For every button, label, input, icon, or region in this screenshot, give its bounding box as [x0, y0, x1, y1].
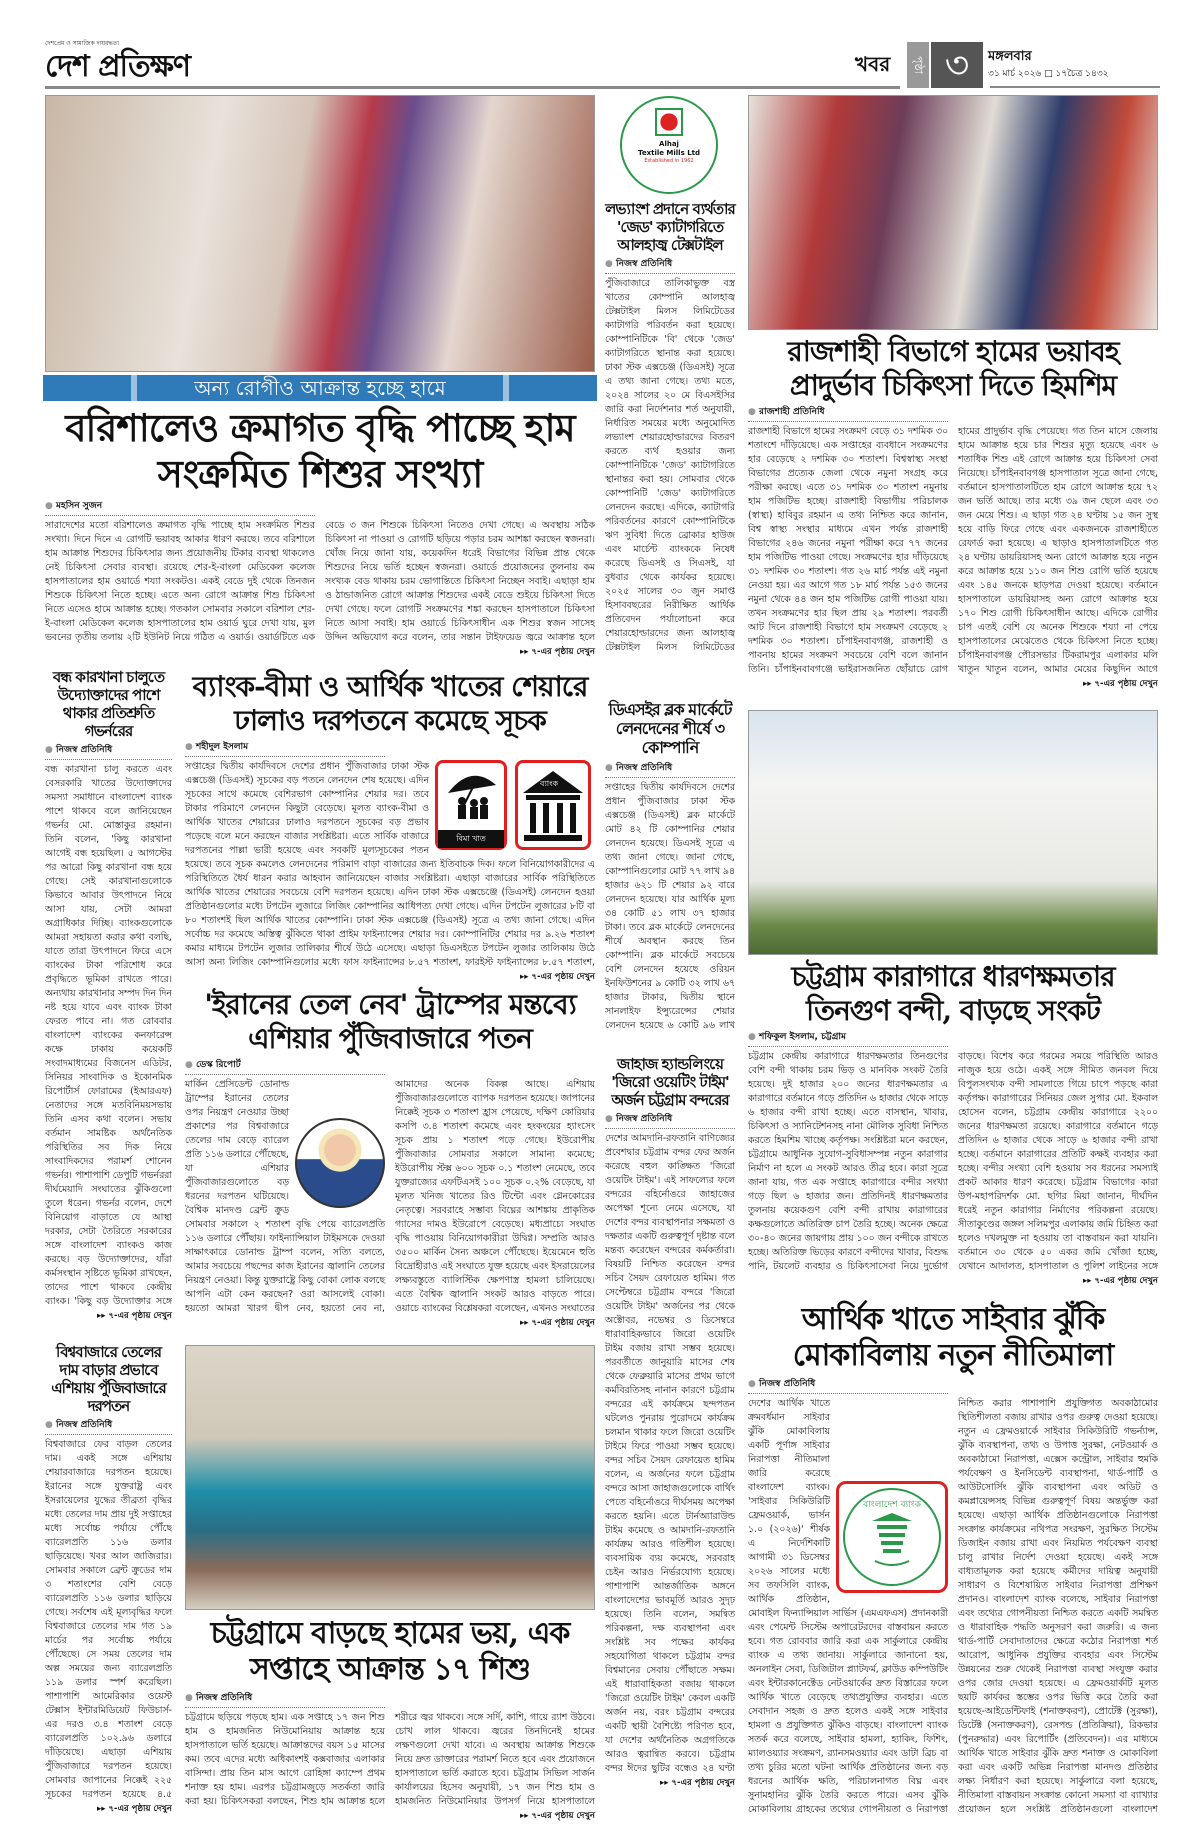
trump-body-wrap: [185, 1078, 595, 1316]
port-continued-link[interactable]: ▸▸ ৭-এর পৃষ্ঠায় দেখুন: [605, 1776, 735, 1790]
jail-headline[interactable]: চট্টগ্রাম কারাগারে ধারণক্ষমতার তিনগুণ বন্দী, বাড়ছে সংকট: [791, 960, 1115, 1027]
bank-shares-headline[interactable]: ব্যাংক-বীমা ও আর্থিক খাতের শেয়ারে ঢালাও দরপতনে কমেছে সূচক: [192, 670, 588, 737]
insurance-icon-label: বিমা খাত: [438, 830, 504, 848]
rajshahi-headline[interactable]: রাজশাহী বিভাগে হামের ভয়াবহ প্রাদুর্ভাব চিকিৎসা দিতে হিমশিম: [787, 335, 1119, 402]
alhaj-emblem-icon: [655, 108, 683, 136]
cyber-body: দেশের আর্থিক খাতে ক্রমবর্ধমান সাইবার ঝুঁকি মোকাবিলায় একটি পূর্ণাঙ্গ সাইবার নিরাপত্তা নীতিমালা জারি করেছে বাংলাদেশ ব্যাংক। 'সাইবার সিকিউরিটি ফ্রেমওয়ার্ক, ভার্সন ১.০ (২০২৬)' শীর্ষক এ নির্দেশিকাটি আগামী ৩১ ডিসেম্বর ২০২৬ সালের মধ্যে সব তফসিলি ব্যাংক, আর্থিক প্রতিষ্ঠান, মোবাইল ফিন্যান্সিয়াল সার্ভিস (এমএফএস) প্রদানকারী এবং পেমেন্ট সিস্টেম অপারেটরদের বাস্তবায়ন করতে হবে। গত রোববার জারি করা এক সার্কুলারে কেন্দ্রীয় ব্যাংক এ তথ্য জানায়। সার্কুলারে জানানো হয়, অনলাইন সেবা, ডিজিটাল প্ল্যাটফর্ম, ক্লাউড কম্পিউটিং এবং ইন্টারকানেক্টেড নেটওয়ার্কের দ্রুত বিস্তারের ফলে আর্থিক খাতে বেড়েছে তথ্যপ্রযুক্তির ব্যবহার। এতে সেবাদান সহজ ও দ্রুত হলেও একই সঙ্গে সাইবার হামলা ও প্রযুক্তিগত ঝুঁকিও বাড়ছে। বাংলাদেশ ব্যাংক সতর্ক করে বলেছে, সাইবার হামলা, হ্যাকিং, ফিশিং, ম্যালওয়্যার সংক্রমণ, র‍্যানসমওয়্যার এবং ডাটা ব্রিচ বা তথ্য চুরির মতো ঘটনা আর্থিক প্রতিষ্ঠানের জন্য বড় ধরনের আর্থিক ক্ষতি, পরিচালনাগত বিঘ্ন এবং সুনামহানির ঝুঁকি তৈরি করতে পারে। এসব ঝুঁকি মোকাবিলায় গ্রাহকের তথ্যের গোপনীয়তা ও নিরাপত্তা নিশ্চিত করার পাশাপাশি প্রযুক্তিগত অবকাঠামোর স্থিতিশীলতা বজায় রাখার ওপর গুরুত্ব দেওয়া হয়েছে। নতুন এ ফ্রেমওয়ার্কে সাইবার সিকিউরিটি গভর্ন্যান্স, ঝুঁকি ব্যবস্থাপনা, তথ্য ও উপাত্ত সুরক্ষা, নেটওয়ার্ক ও অবকাঠামো নিরাপত্তা, এক্সেস কন্ট্রোল, সাইবার হুমকি পর্যবেক্ষণ ও ইনসিডেন্ট ব্যবস্থাপনা, থার্ড-পার্টি ও আউটসোর্সিং ঝুঁকি ব্যবস্থাপনা এবং অডিট ও কমপ্লায়েন্সসহ বিভিন্ন গুরুত্বপূর্ণ বিষয় অন্তর্ভুক্ত করা হয়েছে। এছাড়া আর্থিক প্রতিষ্ঠানগুলোকে নিরাপত্তা সংক্রান্ত কার্যক্রমের নথিপত্র সংরক্ষণ, সুরক্ষিত সিস্টেম ডিজাইন বজায় রাখা এবং নিয়মিত পর্যবেক্ষণ ব্যবস্থা চালু রাখার নির্দেশ দেওয়া হয়েছে। একই সঙ্গে বাধ্যতামূলক করা হয়েছে কর্মীদের দায়িত্ব অনুযায়ী সাধারণ ও বিশেষায়িত সাইবার নিরাপত্তা প্রশিক্ষণ প্রদানও। বাংলাদেশ ব্যাংক বলেছে, সাইবার নিরাপত্তা এবং তথ্যের গোপনীয়তা নিশ্চিত করতে একটি সমন্বিত ও ধারাবাহিক পদ্ধতি অনুসরণ করা জরুরি। এ জন্য থার্ড-পার্টি সেবাদাতাদের ক্ষেত্রে কঠোর নিরাপত্তা শর্ত আরোপ, আধুনিক প্রযুক্তির ব্যবহার এবং সিস্টেম উন্নয়নের শুরু থেকেই নিরাপত্তা ব্যবস্থা সংযুক্ত করার ওপর জোর দেওয়া হয়েছে। এ ফ্রেমওয়ার্কটি মূলত ছয়টি কার্যকর স্তম্ভের ওপর ভিত্তি করে তৈরি করা হয়েছে-আইডেন্টিফাই (শনাক্তকরণ), প্রোটেক্ট (সুরক্ষা), ডিটেক্ট (সনাক্তকরণ), রেসপন্ড (প্রতিক্রিয়া), রিকভার (পুনরুদ্ধার) এবং রিপোর্টিং (প্রতিবেদন)। এর মাধ্যমে আর্থিক খাতে সাইবার ঝুঁকি দ্রুত শনাক্ত ও মোকাবিলা করা এবং একটি অভিন্ন নিরাপত্তা মানদণ্ড প্রতিষ্ঠার লক্ষ্য নির্ধারণ করা হয়েছে। সার্কুলারে বলা হয়েছে, নীতিমালা বাস্তবায়ন সংক্রান্ত কোনো সমস্যা বা ব্যাখ্যার প্রয়োজন হলে সংশ্লিষ্ট প্রতিষ্ঠানগুলো বাংলাদেশ: [748, 1398, 1158, 1815]
jail-byline: ● শফিকুল ইসলাম, চট্টগ্রাম: [748, 1031, 948, 1047]
section-label: খবর: [855, 52, 891, 76]
bank-shares-body: সপ্তাহের দ্বিতীয় কার্যদিবসে দেশের প্রধান পুঁজিবাজার ঢাকা স্টক এক্সচেঞ্জ (ডিএসই) সূচকের বড় পতনে লেনদেন শেষ হয়েছে। এদিন সূচকের সাথে কমেছে বেশিরভাগ কোম্পানির শেয়ার দর। তবে টাকার পরিমাণে লেনদেন কিছুটা বেড়েছে। মূলত ব্যাংক-বীমা ও আর্থিক খাতের শেয়ারের ঢালাও দরপতনে সূচকের বড় প্রভাব পড়েছে বলে মনে করছেন বাজার সংশ্লিষ্টরা। এতে সার্বিক বাজারে দরপতনের পাল্লা ভারী হয়েছে এবং সবকটি মূল্যসূচকের পতন হয়েছে। তবে সূচক কমলেও লেনদেনের পরিমাণ বাড়া বাজারের জন্য ইতিবাচক দিক। ফলে বিনিয়োগকারীদের এ পরিস্থিতিতে ধৈর্য ধারন করার আহবান জানিয়েছেন বাজার সংশ্লিষ্টরা। এছাড়া বাজারের সার্বিক পরিস্থিতিতে আর্থিক খাতের শেয়ারের সবচেয়ে বেশি দরপতন হয়েছে। এদিন ঢাকা স্টক এক্সচেঞ্জে (ডিএসই) লেনদেন হওয়া প্রতিষ্ঠানগুলোর মধ্যে টপটেন লুজারে লিজিং কোম্পানির আধিপত্য দেখা গেছে। এদিন টপটেন লুজারের ৮টি বা ৮০ শতাংশই ছিল আর্থিক খাতের কোম্পানি। ঢাকা স্টক এক্সচেঞ্জ (ডিএসই) সূত্রে এ তথ্য জানা গেছে। এদিন সর্বোচ্চ দর কমেছে অস্তিত্ব ঝুঁকিতে থাকা প্রাইম ফাইন্যান্সের শেয়ার দর। কোম্পানিটির শেয়ার দর ৯.২৬ শতাংশ কমার মাধ্যমে টপটেন লুজার তালিকার শীর্ষে উঠে এসেছে। এছাড়া ডিএসইতে টপটেন লুজার তালিকায় উঠে আসা অন্য লিজিং কোম্পানিগুলোর মধ্যে ফাস ফাইন্যান্সের ৮.৫৭ শতাংশ, ফারইস্ট ফাইন্যান্সের ৮.৫৭ শতাংশ,: [185, 761, 595, 969]
ctg-measles-body: চট্টগ্রামে ছড়িয়ে পড়ছে হাম। এক সপ্তাহে ১৭ জন শিশু হাম ও হামজনিত নিউমোনিয়ায় আক্রান্ত হয়ে হাসপাতালে ভর্তি হয়েছে। আক্রান্তদের বয়স ১৫ মাসের কম। তবে এদের মধ্যে অধিকাংশই কক্সবাজার এলাকার বাসিন্দা। প্রায় তিন মাস আগে রোহিঙ্গা ক্যাম্পে প্রথম শনাক্ত হয় হাম। এরপর চট্টগ্রামজুড়ে সতর্কতা জারি করা হয়। চিকিৎসকরা বলছেন, শিশু হাম আক্রান্ত হলে শরীরে জ্বর থাকবে। সঙ্গে সর্দি, কাশি, গায়ে র‍্যাশ উঠবে। চোখ লাল থাকবে। জ্বরের তিনদিনেই হামের লক্ষণগুলো দেখা যাবে। এ অবস্থায় আক্রান্ত শিশুকে নিয়ে দ্রুত ডাক্তারের পরামর্শ নিতে হবে এবং প্রয়োজনে হাসপাতালে ভর্তি করাতে হবে। চট্টগ্রাম সিভিল সার্জন কার্যালয়ের হিসেব অনুযায়ী, ১৭ জন শিশু হাম ও হামজনিত নিউমোনিয়ার উপসর্গ নিয়ে হাসপাতালে: [185, 1712, 595, 1807]
dse-block-byline: ● নিজস্ব প্রতিনিধি: [605, 762, 735, 778]
newspaper-logo[interactable]: দেশ প্রতিক্ষণ: [45, 49, 191, 84]
logo-line: Textile Mills Ltd: [637, 149, 701, 157]
trump-body: মার্কিন প্রেসিডেন্ট ডোনাল্ড ট্রাম্পের ইরানের তেলের ওপর নিয়ন্ত্রণ নেওয়ার উচ্ছা প্রকাশের পর বিশ্ববাজারে তেলের দাম বেড়ে ব্যারেল প্রতি ১১৬ ডলারে পৌঁছেছে, যা এশিয়ার পুঁজিবাজারগুলোতে বড় ধরনের দরপতন ঘটিয়েছে। বৈশ্বিক মানদণ্ড ব্রেন্ট ক্রুড সোমবার সকালে ২ শতাংশ বৃদ্ধি পেয়ে ব্যারেলপ্রতি ১১৬ ডলারে পৌঁছায়। ফাইন্যান্সিয়াল টাইমসকে দেওয়া সাক্ষাৎকারে ডোনাল্ড ট্রাম্প বলেন, সত্যি বলতে, আমার সবচেয়ে পছন্দের কাজ ইরানের জ্বালানি তেলের নিয়ন্ত্রণ নেওয়া। কিন্তু যুক্তরাষ্ট্রে কিছু বোকা লোক বলছে আপনি এটা কেন করছেন? ওরা আসলেই বোকা। হয়তো আমরা খারগ দ্বীপ নেব, হয়তো নেব না, আমাদের অনেক বিকল্প আছে। এশিয়ায় পুঁজিবাজারগুলোতে ব্যাপক দরপতন হয়েছে। জাপানের নিক্কেই সূচক ৩ শতাংশ হ্রাস পেয়েছে, দক্ষিণ কোরিয়ার কসপি ৩.৪ শতাংশ কমেছে এবং হংকংয়ের হ্যাংসেং সূচক প্রায় ১ শতাংশ পড়ে গেছে। ইউরোপীয় পুঁজিবাজার সোমবার সকালে সামান্য কমেছে; ইউরোপীয় স্টক্স ৬০০ সূচক ০.১ শতাংশ নেমেছে, তবে যুক্তরাজ্যের এফটিএসই ১০০ সূচক ০.২% বেড়েছে, যা মূলত খনিজ খাতের রিও টিন্টো এবং গ্লেনকোরের নেতৃত্বে। সরবরাহে সম্ভাব্য বিঘ্নের আশঙ্কায় প্রাকৃতিক গ্যাসের দামও ইউরোপে বেড়েছে। মধ্যপ্রাচ্যে সংঘাত বৃদ্ধি পাওয়ায় বিনিয়োগকারীরা উদ্বিগ্ন। সম্প্রতি আরও ৩৫০০ মার্কিন সৈন্য অঞ্চলে পৌঁছেছে। ইয়েমেনে হুতি বিদ্রোহীরাও এই সংঘাতে যুক্ত হয়েছে এবং ইসরায়েলের লক্ষ্যবস্তুতে ব্যালিস্টিক ক্ষেপণাস্ত্র হামলা চালিয়েছে। এতে বৈশ্বিক জ্বালানি সংকট আরও বাড়তে পারে। ওয়াচে ব্যাংকের বিশ্লেষকরা বলেছেন, এখনও সংঘাতের: [185, 1079, 595, 1315]
lead-kicker-banner: অন্য রোগীও আক্রান্ত হচ্ছে হামে: [43, 375, 597, 401]
chittagong-jail-photo: [748, 710, 1158, 955]
governor-body: বন্ধ কারখানা চালু করতে এবং বেসরকারি খাতের উদ্যোক্তাদের সমস্যা সমাধানে বাংলাদেশ ব্যাংক পাশে থাকবে বলে জানিয়েছেন গভর্নর মো. মোস্তাকুর রহমান। তিনি বলেন, 'কিছু কারখানা আগেই বন্ধ হয়েছিল। ৫ আগস্টের পর আরো কিছু কারখানা বন্ধ হয়ে গেছে। সেই কারখানাগুলোকে কিভাবে আবার উৎপাদনে নিয়ে আসা যায়, সেটা আমরা অগ্রাধিকার দিচ্ছি। ব্যাংকগুলোকে আমরা সহায়তা করার কথা বলছি, যাতে তারা উৎপাদনে ফিরে এসে ব্যাংকের টাকা পরিশোধ করে প্রবৃদ্ধিতে ভূমিকা রাখতে পারে। অন্যথায় কারখানার সম্পদ দিন দিন নষ্ট হয়ে যাবে এবং ব্যাংক টাকা ফেরত পাবে না। গত রোববার বাংলাদেশ ব্যাংকের কনফারেন্স কক্ষে ঢাকায় কয়েকটি সংবাদমাধ্যমের বিজনেস এডিটর, সিনিয়র সাংবাদিক ও ইকোনমিক রিপোর্টার্স ফোরামের (ইআরএফ) নেতাদের সঙ্গে মতবিনিময়সভায় তিনি এসব কথা বলেন। সভায় বর্তমান সামষ্টিক অর্থনৈতিক পরিস্থিতির সব দিক নিয়ে সাংবাদিকদের পরামর্শ শোনেন গভর্নর। পাশাপাশি ডেপুটি গভর্নররা দীর্ঘমেয়াদি সংঘাতের ঝুঁকিগুলো তুলে ধরেন। গভর্নর বলেন, দেশে বিনিয়োগ বাড়াতে যে আস্থা দরকার, সেটা তৈরিতে সরকারের সঙ্গে বাংলাদেশ ব্যাংকও কাজ করছে। বড় উদ্যোক্তাদের, যাঁরা কর্মসংস্থান সৃষ্টিতে ভূমিকা রাখছেন, তাদের পাশে থাকবে কেন্দ্রীয় ব্যাংক। 'কিছু বড় উদ্যোক্তার সঙ্গে: [45, 764, 172, 1307]
alhaj-body: পুঁজিবাজারে তালিকাভুক্ত বস্ত্র খাতের কোম্পানি আলহাজ্ব টেক্সটাইল মিলস লিমিটেডের ক্যাটাগরি পরিবর্তন করা হয়েছে। কোম্পানিটিকে 'বি' থেকে 'জেড' ক্যাটাগরিতে স্থানান্ত করা হয়েছে। ঢাকা স্টক এক্সচেঞ্জ (ডিএসই) সূত্রে এ তথ্য জানা গেছে। তথ্য মতে, ২০২৪ সালের ২০ মে বিএসইসির জারি করা নির্দেশনার শর্ত অনুযায়ী, নির্ধারিত সময়ের মধ্যে অনুমোদিত লভ্যাংশ শেয়ারহোল্ডারদের বিতরণ করতে ব্যর্থ হওয়ার জন্য কোম্পানিটিকে 'জেড' ক্যাটাগরিতে স্থানান্তর করা হয়। সোমবার থেকে কোম্পানিটি 'জেড' ক্যাটাগরিতে লেনদেন করছে। এদিকে, ক্যাটাগরি পরিবর্তনের কারণে কোম্পানিটিকে ঋণ সুবিধা দিতে ব্রোকার হাউজ এবং মার্চেন্ট ব্যাংককে নিষেধ করেছে ডিএসই ও সিএসই, যা বুধবার থেকে কার্যকর হয়েছে। ২০২৫ সালের ৩০ জুন সমাপ্ত হিসাববছরের নিরীক্ষিত আর্থিক প্রতিবেদন পর্যালোচনা করে শেয়ারহোল্ডারদের জন্য আলহাজ্ব টেক্সটাইল মিলস লিমিটেডের: [605, 278, 735, 653]
bank-building-icon: [515, 760, 591, 850]
oil-headline[interactable]: বিশ্ববাজারে তেলের দাম বাড়ার প্রভাবে এশিয়ায় পুঁজিবাজারে দরপতন: [51, 1343, 166, 1415]
dse-block-headline[interactable]: ডিএসইর ব্লক মার্কেটে লেনদেনের শীর্ষে ৩ কোম্পানি: [608, 700, 732, 758]
dse-block-body: সপ্তাহের দ্বিতীয় কার্যদিবসে দেশের প্রধান পুঁজিবাজার ঢাকা স্টক এক্সচেঞ্জ (ডিএসই) ব্লক মার্কেটে মোট ৪২ টি কোম্পানির শেয়ার লেনদেন হয়েছে। ডিএসই সূত্রে এ তথ্য জানা গেছে। জানা গেছে, কোম্পানিগুলোর মোট ৭৭ লাখ ৯৪ হাজার ৬২১ টি শেয়ার ৯২ বারে লেনদেন হয়েছে। যার আর্থিক মূল্য ৩৪ কোটি ৫১ লাখ ৩৭ হাজার টাকা। তবে ব্লক মার্কেটে লেনদেনের শীর্ষে অবস্থান করছে তিন কোম্পানি। ব্লক মার্কেটে সবচেয়ে বেশি লেনদেন হয়েছে ওরিয়ন ইনফিউশনের ৯ কোটি ৩২ লাখ ৬৭ হাজার টাকার, দ্বিতীয় স্থানে সানলাইফ ইন্স্যুরেন্সের শেয়ার লেনদেন হয়েছে ৬ কোটি ৯৬ লাখ: [605, 781, 735, 1031]
sector-icons: [435, 760, 595, 854]
trump-continued-link[interactable]: ▸▸ ৭-এর পৃষ্ঠায় দেখুন: [185, 1316, 595, 1330]
jail-body: চট্টগ্রাম কেন্দ্রীয় কারাগারে ধারণক্ষমতার তিনগুণের বেশি বন্দী থাকায় চরম ভিড় ও মানবিক সংকট তৈরি হয়েছে। দুই হাজার ২০০ জনের ধারণক্ষমতার এ কারাগারে বর্তমানে গড়ে প্রতিদিন ৬ হাজার থেকে সাড়ে ৬ হাজার বন্দী রাখা হচ্ছে। এতে বাসস্থান, খাবার, চিকিৎসা ও স্যানিটেশনসহ নানা মৌলিক সুবিধা নিশ্চিত করতে হিমশিম খাচ্ছে কর্তৃপক্ষ। সংশ্লিষ্টরা মনে করছেন, চট্টগ্রামে আধুনিক সুযোগ-সুবিধাসম্পন্ন নতুন কারাগার নির্মাণ না হলে এ সংকট আরও তীব্র হবে। কারা সূত্রে জানা যায়, গত এক সপ্তাহে কারাগারে বন্দীর সংখ্যা গড়ে ছিল ৬ হাজার জন। প্রতিদিনই ধারণক্ষমতার তুলনায় কয়েকগুণ বেশি বন্দী রাখায় কারাগারের কক্ষগুলোতে অতিরিক্ত চাপ তৈরি হচ্ছে। অনেক ক্ষেত্রে ৩০-৪০ জনের জায়গায় প্রায় ১০০ জন বন্দীকে রাখতে হচ্ছে। অতিরিক্ত ভিড়ের কারণে বন্দীদের খাবার, বিশুদ্ধ পানি, টয়লেট ব্যবহার ও চিকিৎসাসেবা নিয়ে দুর্ভোগ বাড়ছে। বিশেষ করে গরমের সময়ে পরিস্থিতি আরও নাজুক হয়ে ওঠে। একই সঙ্গে সীমিত জনবল দিয়ে বিপুলসংখ্যক বন্দী সামলাতে গিয়ে চাপে পড়ছে কারা কর্তৃপক্ষ। কারাগারের সিনিয়র জেল সুপার মো. ইকবাল হোসেন বলেন, চট্টগ্রাম কেন্দ্রীয় কারাগারে ২২০০ জনের ধারণক্ষমতা রয়েছে। কারাগারে বর্তমানে গড়ে প্রতিদিন ৬ হাজার থেকে সাড়ে ৬ হাজার বন্দী রাখা হচ্ছে। বর্তমানে কারাগারের প্রতিটি কক্ষই ব্যবহার করা হচ্ছে। বন্দীর সংখ্যা বেশি হওয়ায় সব ধরনের সমস্যাই প্রকট আকার ধারণ করেছে। চট্টগ্রাম বিভাগের কারা উপ-মহাপরিদর্শক মো. ছগির মিয়া জানান, দীর্ঘদিন ধরেই নতুন কারাগার নির্মাণের পরিকল্পনা রয়েছে। সীতাকুণ্ডের জঙ্গল সলিমপুর এলাকায় জমি চিহ্নিত করা হলেও দখলমুক্ত না হওয়ায় তা বাস্তবায়ন করা যায়নি। বর্তমানে ৩০ থেকে ৫০ একর জমি খোঁজা হচ্ছে, যেখানে আদালত, হাসপাতাল ও পুলিশ লাইনের সঙ্গে: [748, 1051, 1158, 1273]
governor-article: [45, 668, 172, 1323]
insurance-sector-icon: [435, 760, 507, 850]
bank-shares-article: [185, 670, 595, 984]
jail-continued-link[interactable]: ▸▸ ৭-এর পৃষ্ঠায় দেখুন: [748, 1274, 1158, 1288]
rajshahi-byline: ● রাজশাহী প্রতিনিধি: [748, 406, 948, 422]
ctg-measles-headline[interactable]: চট্টগ্রামে বাড়ছে হামের ভয়, এক সপ্তাহে আক্রান্ত ১৭ শিশু: [210, 1616, 570, 1687]
logo-line: Alhaj: [659, 140, 679, 148]
alhaj-byline: ● নিজস্ব প্রতিনিধি: [605, 258, 735, 274]
rajshahi-body: রাজশাহী বিভাগে হামের সংক্রমণ বেড়ে ৩১ দশমিক ৩০ শতাংশে দাঁড়িয়েছে। এক সপ্তাহের ব্যবধানে সংক্রমণের হার বেড়েছে ২ দশমিক ৩০ শতাংশ। বিশ্বস্বাস্থ্য সংস্থা বিভাগের প্রত্যেক জেলা থেকে নমুনা সংগ্রহ করে পরীক্ষা করছে। এতে ৩১ দশমিক ৩০ শতাংশ নমুনায় হাম পজিটিভ হচ্ছে। রাজশাহী বিভাগীয় পরিচালক (স্বাস্থ্য) হাবিবুর রহমান এ তথ্য নিশ্চিত করে জানান, বিশ্ব স্বাস্থ্য সংস্থার মাধ্যমে এখন পর্যন্ত রাজশাহী বিভাগের ২৪৬ জনের নমুনা পরীক্ষা করে ৭৭ জনের হাম পজিটিভ পাওয়া গেছে। সংক্রমণের হার দাঁড়িয়েছে ৩১ দশমিক ৩০ শতাংশ। গত ২৬ মার্চ পর্যন্ত এই নমুনা নেওয়া হয়। এর আগে গত ১৮ মার্চ পর্যন্ত ১৫৩ জনের নমুনা থেকে ৪৪ জন হাম পজিটিভ রোগী পাওয়া যায়। তখন সংক্রমণের হার ছিল প্রায় ২৯ শতাংশ। পরবর্তী আট দিনে রাজশাহী বিভাগে হাম সংক্রমণ বেড়েছে ২ দশমিক ৩০ শতাংশ। চাঁপাইনবাবগঞ্জ, রাজশাহী ও পাবনায় হামের সংক্রমণ সবচেয়ে বেশি বলে জানান তিনি। চাঁপাইনবাবগঞ্জে ভাইরাসজনিত ছোঁয়াচে রোগ হামের প্রাদুর্ভাব বৃদ্ধি পেয়েছে। গত তিন মাসে জেলায় হামে আক্রান্ত হয়ে চার শিশুর মৃত্যু হয়েছে এবং ৬ শতাধিক শিশু এই রোগে আক্রান্ত হয়ে চিকিৎসা সেবা নিয়েছে। চাঁপাইনবাবগঞ্জ হাসপাতাল সূত্রে জানা গেছে, বর্তমানে হাসপাতালটিতে হাম রোগে আক্রান্ত হয়ে ৭২ জন ভর্তি আছে। তার মধ্যে ৩৯ জন ছেলে এবং ৩৩ জন মেয়ে শিশু। এ ছাড়া গত ২৪ ঘণ্টায় ১৫ জন সুস্থ হয়ে বাড়ি ফিরে গেছে এবং একজনকে রাজশাহীতে রেফার্ড করা হয়েছে। এ ছাড়াও হাসপাতালটিতে গত ২৪ ঘণ্টায় ডায়রিয়াসহ অন্য রোগে আক্রান্ত হয়ে নতুন করে আক্রান্ত হয়ে ১১০ জন শিশু রোগি ভর্তি হয়েছে এবং ১৪৫ জনকে ছাড়পত্র দেওয়া হয়েছে। বর্তমানে হাসপাতালে ডায়রিয়াসহ অন্য রোগে আক্রান্ত হয়ে ১৭০ শিশু রোগী চিকিৎসাধীন আছে। এদিকে রোগীর চাপ এতই বেশি যে অনেক শিশুকে শয্যা না পেয়ে হাসপাতালের মেঝেতেও থেকে চিকিৎসা নিতে হচ্ছে। চাঁপাইনবাবগঞ্জ পৌরসভার টিকরামপুর এলাকার মলি খাতুন খাতুন বলেন, আমার মেয়ের কিছুদিন আগে: [748, 426, 1158, 676]
trump-headline[interactable]: 'ইরানের তেল নেব' ট্রাম্পের মন্তব্যে এশিয়ার পুঁজিবাজারে পতন: [204, 988, 576, 1055]
logo-text: বাংলাদেশ ব্যাংক: [863, 1500, 921, 1510]
oil-body: বিশ্ববাজারে ফের বাড়ল তেলের দাম। একই সঙ্গে এশিয়ায় শেয়ারবাজারে দরপতন হয়েছে। ইরানের সঙ্গে যুক্তরাষ্ট্র এবং ইসরায়েলের যুদ্ধের তীব্রতা বৃদ্ধির মধ্যে তেলের দাম প্রায় দুই সপ্তাহের মধ্যে সর্বোচ্চ পর্যায়ে পৌঁছে ব্যারেলপ্রতি ১১৬ ডলার ছাড়িয়েছে। খবর আল জাজিরার। সোমবার সকালে ব্রেন্ট ক্রুডের দাম ৩ শতাংশের বেশি বেড়ে ব্যারেলপ্রতি ১১৬ ডলার ছাড়িয়ে গেছে। সর্বশেষ এই মূল্যবৃদ্ধির ফলে বিশ্ববাজারে তেলের দাম গত ১৯ মার্চের পর সর্বোচ্চ পর্যায়ে পৌঁছেছে। সে সময় তেলের দাম অল্প সময়ের জন্য ব্যারেলপ্রতি ১১৯ ডলার স্পর্শ করেছিল। পাশাপাশি আমেরিকার ওয়েস্ট টেক্সাস ইন্টারমিডিয়েট ফিউচার্স-এর দরও ৩.৪ শতাংশ বেড়ে ব্যারেলপ্রতি ১০২.৯৬ ডলারে দাঁড়িয়েছে। এছাড়া এশিয়ায় পুঁজিবাজারে দরপতন হয়েছে। সোমবার জাপানের নিক্কেই ২২৫ সূচকের দরপতন হয়েছে ৪.৫: [45, 1439, 172, 1800]
bank-shares-continued-link[interactable]: ▸▸ ৭-এর পৃষ্ঠায় দেখুন: [185, 970, 595, 984]
bank-icon-label: ব্যাংক: [540, 779, 559, 789]
lead-headline[interactable]: বরিশালেও ক্রমাগত বৃদ্ধি পাচ্ছে হাম সংক্রমিত শিশুর সংখ্যা: [65, 405, 575, 496]
bangladesh-bank-logo: [836, 1481, 948, 1593]
cyber-body-wrap: [748, 1397, 1158, 1817]
ctg-measles-continued-link[interactable]: ▸▸ ৭-এর পৃষ্ঠায় দেখুন: [185, 1809, 595, 1823]
trump-article: [185, 988, 595, 1330]
ctg-measles-article: [185, 1616, 595, 1823]
header-rule-right: [990, 86, 1160, 88]
oil-continued-link[interactable]: ▸▸ ৭-এর পৃষ্ঠায় দেখুন: [45, 1802, 172, 1816]
masthead-tagline: দেশপ্রেম ও সামাজিক দায়বদ্ধতা: [45, 40, 119, 47]
issue-day: মঙ্গলবার: [988, 49, 1032, 64]
ctg-hospital-photo: [185, 1345, 595, 1610]
governor-byline: ● নিজস্ব প্রতিনিধি: [45, 744, 172, 760]
ctg-measles-byline: ● নিজস্ব প্রতিনিধি: [185, 1692, 385, 1708]
port-headline[interactable]: জাহাজ হ্যান্ডলিংয়ে 'জিরো ওয়েটিং টাইম' অর্জন চট্টগ্রাম বন্দরের: [611, 1055, 729, 1109]
issue-date: ৩১ মার্চ ২০২৬ □ ১৭চৈত্র ১৪৩২: [988, 69, 1109, 79]
page-number: ৩: [931, 42, 983, 88]
trump-portrait: [295, 1118, 385, 1208]
logo-line: Established in 1962: [644, 158, 694, 164]
oil-byline: ● নিজস্ব প্রতিনিধি: [45, 1419, 172, 1435]
dse-block-article: [605, 700, 735, 1033]
lead-body: সারাদেশের মতো বরিশালেও ক্রমাগত বৃদ্ধি পাচ্ছে হাম সংক্রমিত শিশুর সংখ্যা। দিনে দিনে এ রোগটি ভয়াবহ আকার ধারণ করছে। তবে বরিশালে হাম আক্রান্ত শিশুদের চিকিৎসার জন্য প্রয়োজনীয় টিকার ব্যবস্থা থাকলেও নেই চিকিৎসা সেবার ব্যবস্থা। রয়েছে শের-ই-বাংলা মেডিকেল কলেজ হাসপাতালের হাম ওয়ার্ডে শয্যা সংকটও। একই বেডে দুই থেকে তিনজন শিশুকে চিকিৎসা নিতে হচ্ছে। এতে অন্য রোগে আক্রান্ত শিশু চিকিৎসা নিতে এসেও হামে আক্রান্ত হচ্ছে। গতকাল সোমবার সকালে বরিশাল শের-ই-বাংলা মেডিকেল কলেজ হাসপাতালের হাম ওয়ার্ড ঘুরে দেখা যায়, মুল ভবনের তৃতীয় তলায় ২টি ইউনিট নিয়ে গঠিত এ ওয়ার্ড। ওয়ার্ডটিতে এক বেডে ৩ জন শিশুকে চিকিৎসা নিতেও দেখা গেছে। এ অবস্থায় সঠিক চিকিৎসা না পাওয়া ও রোগটি ছড়িয়ে পড়ার চরম আশঙ্কা করছেন স্বজনরা। খোঁজ নিয়ে জানা যায়, কয়েকদিন ধরেই বিভাগের বিভিন্ন প্রান্ত থেকে শিশুদের নিয়ে ভর্তি হচ্ছেন স্বজনরা। ওয়ার্ডে প্রয়োজনের তুলনায় কম সংখ্যক বেড থাকায় চরম ভোগান্তিতে চিকিৎসা নিচ্ছেন সবাই। এছাড়া হাম ও ঠান্ডাজনিত রোগে আক্রান্ত শিশুদের একই বেডে শুইয়ে চিকিৎসা দিতে দেখা গেছে। ফলে রোগটি সংক্রমণের শঙ্কা করছেন হাসপাতালে চিকিৎসা নিতে আসা সবাই। হাম ওয়ার্ডে চিকিৎসাধীন এক শিশুর স্বজন সাসেহ উদ্দিন অভিযোগ করে বলেন, তার সন্তান টাইফয়েড জ্বরে আক্রান্ত হলে: [45, 520, 595, 644]
jail-article: [748, 960, 1158, 1288]
port-article: [605, 1055, 735, 1790]
rajshahi-continued-link[interactable]: ▸▸ ৭-এর পৃষ্ঠায় দেখুন: [748, 677, 1158, 691]
bangladesh-bank-seal-icon: [843, 1488, 941, 1586]
bank-shares-byline: ● শহীদুল ইসলাম: [185, 741, 385, 757]
rajshahi-hospital-photo: [748, 95, 1158, 330]
governor-continued-link[interactable]: ▸▸ ৭-এর পৃষ্ঠায় দেখুন: [45, 1309, 172, 1323]
lead-article: [45, 405, 595, 659]
port-byline: ● নিজস্ব প্রতিনিধি: [605, 1113, 735, 1129]
cyber-headline[interactable]: আর্থিক খাতে সাইবার ঝুঁকি মোকাবিলায় নতুন নীতিমালা: [792, 1302, 1114, 1373]
governor-headline[interactable]: বন্ধ কারখানা চালুতে উদ্যোক্তাদের পাশে থাকার প্রতিশ্রুতি গভর্নরের: [52, 668, 165, 740]
alhaj-headline[interactable]: লভ্যাংশ প্রদানে ব্যর্থতার 'জেড' ক্যাটাগরিতে আলহাজ্ব টেক্সটাইল: [605, 200, 735, 254]
alhaj-textile-logo: [620, 96, 718, 194]
lead-continued-link[interactable]: ▸▸ ৭-এর পৃষ্ঠায় দেখুন: [45, 645, 595, 659]
cyber-article: [748, 1302, 1158, 1817]
rajshahi-article: [748, 335, 1158, 691]
port-body: দেশের আমদানি-রফতানি বাণিজ্যের প্রবেশদ্বার চট্টগ্রাম বন্দর ফের অর্জন করেছে বহুল কাঙ্ক্ষিত 'জিরো ওয়েটিং টাইম'। এই সাফল্যের ফলে বন্দরের বহির্নোঙরে জাহাজের অপেক্ষা শূন্যে নেমে এসেছে, যা দেশের বন্দর ব্যবস্থাপনার সক্ষমতা ও দক্ষতার একটি গুরুত্বপূর্ণ দৃষ্টান্ত বলে মন্তব্য করেছেন বন্দরের কর্মকর্তারা। বিষয়টি নিশ্চিত করেছেন বন্দর সচিব সৈয়দ রেফায়েত হামিম। গত সেপ্টেম্বরে চট্টগ্রাম বন্দরে 'জিরো ওয়েটিং টাইম' অর্জনের পর থেকে অক্টোবর, নভেম্বর ও ডিসেম্বরে ধারাবাহিকভাবে জিরো ওয়েটিং টাইম বজায় রাখা সম্ভব হয়েছে। পরবর্তীতে জানুয়ারি মাসের শেষ থেকে ফেব্রুয়ারি মাসের প্রথম ভাগে কর্মবিরতিসহ নানান কারণে চট্টগ্রাম বন্দরের এই কার্যক্রমে ছন্দপতন ঘটলেও পুনরায় পুরোদমে কার্যক্রম চলমান থাকার ফলে জিরো ওয়েটিং টাইমে ফিরে পাওয়া সম্ভব হয়েছে। বন্দর সচিব সৈয়দ রেফায়েত হামিম বলেন, এ অর্জনের ফলে চট্টগ্রাম বন্দরে আসা জাহাজগুলোকে বার্থিং পেতে বহির্নোঙরে দীর্ঘসময় অপেক্ষা করতে হয়নি। এতে টার্নঅ্যারাউন্ড টাইম কমেছে ও আমদানি-রফতানি কার্যক্রম আরও গতিশীল হয়েছে। ব্যবসায়িক ব্যয় কমেছে, সরবরাহ চেইন আরও নির্ভরযোগ্য হয়েছে। পাশাপাশি আন্তর্জাতিক অঙ্গনে বাংলাদেশের ভাবমূর্তি আরও সুদৃঢ় হয়েছে। তিনি বলেন, সমন্বিত পরিকল্পনা, দক্ষ ব্যবস্থাপনা এবং সংশ্লিষ্ট সব পক্ষের কার্যকর সহযোগিতা থাকলে চট্টগ্রাম বন্দর বিশ্বমানের সেবায় পৌঁছাতে সক্ষম। এই ধারাবাহিকতা বজায় থাকলে 'জিরো ওয়েটিং টাইম' কেবল একটি অর্জন নয়, বরং চট্টগ্রাম বন্দরের একটি স্থায়ী বৈশিষ্ট্যে পরিণত হবে, যা দেশের অর্থনৈতিক অগ্রগতিকে আরও ত্বরান্বিত করবে। চট্টগ্রাম বন্দর ঈদের ছুটির বন্ধেও ২৪ ঘণ্টা: [605, 1133, 735, 1774]
header-rule: [45, 86, 900, 89]
trump-byline: ● ডেস্ক রিপোর্ট: [185, 1059, 385, 1075]
lead-byline: ● মহসিন সুজন: [45, 500, 315, 516]
cyber-byline: ● নিজস্ব প্রতিনিধি: [748, 1378, 948, 1394]
hospital-ward-photo: [45, 95, 595, 372]
page-label: পৃষ্ঠা: [907, 42, 929, 88]
bank-shares-body-wrap: [185, 760, 595, 970]
alhaj-article: [605, 200, 735, 655]
oil-article: [45, 1343, 172, 1816]
